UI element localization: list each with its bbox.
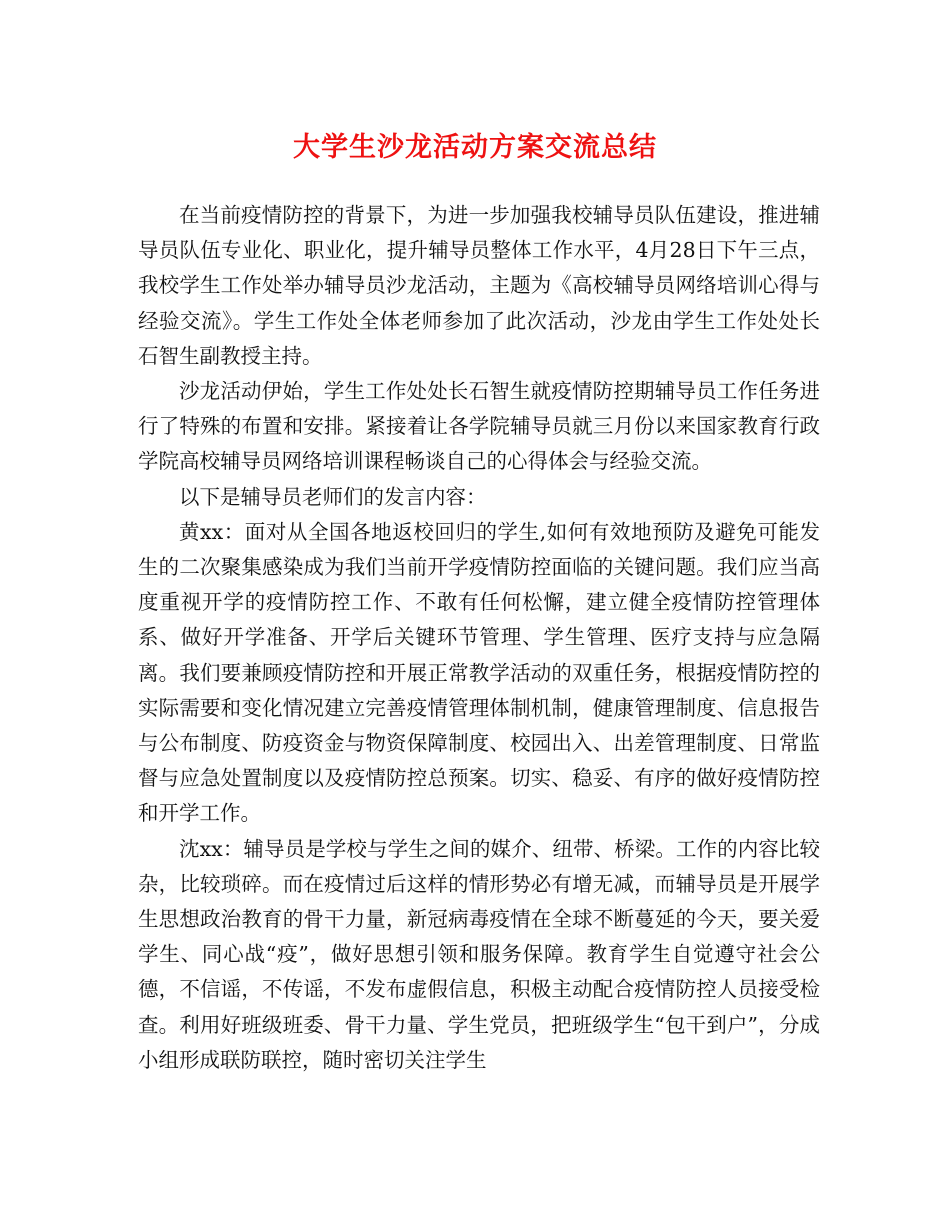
document-title: 大学生沙龙活动方案交流总结 [293, 132, 657, 163]
paragraph-speech-intro: 以下是辅导员老师们的发言内容： [179, 484, 487, 509]
paragraph-opening: 沙龙活动伊始，学生工作处处长石智生就疫情防控期辅导员工作任务进行了特殊的布置和安排。紧接着让各学院辅导员就三月份以来国家教育行政学院高校辅导员网络培训课程畅谈自己的心得体会与经验交流。 [138, 379, 820, 474]
paragraph-intro: 在当前疫情防控的背景下，为进一步加强我校辅导员队伍建设，推进辅导员队伍专业化、职业化，提升辅导员整体工作水平，4月28日下午三点，我校学生工作处举办辅导员沙龙活动，主题为《高校辅导员网络培训心得与经验交流》。学生工作处全体老师参加了此次活动，沙龙由学生工作处处长石智生副教授主持。 [138, 203, 820, 368]
paragraph-speech-huang: 黄xx：面对从全国各地返校回归的学生,如何有效地预防及避免可能发生的二次聚集感染成为我们当前开学疫情防控面临的关键问题。我们应当高度重视开学的疫情防控工作、不敢有任何松懈，建立健全疫情防控管理体系、做好开学准备、开学后关键环节管理、学生管理、医疗支持与应急隔离。我们要兼顾疫情防控和开展正常教学活动的双重任务，根据疫情防控的实际需要和变化情况建立完善疫情管理体制机制，健康管理制度、信息报告与公布制度、防疫资金与物资保障制度、校园出入、出差管理制度、日常监督与应急处置制度以及疫情防控总预案。切实、稳妥、有序的做好疫情防控和开学工作。 [138, 519, 820, 826]
paragraph-speech-shen: 沈xx：辅导员是学校与学生之间的媒介、纽带、桥梁。工作的内容比较杂，比较琐碎。而在疫情过后这样的情形势必有增无减，而辅导员是开展学生思想政治教育的骨干力量，新冠病毒疫情在全球不断蔓延的今天，要关爱学生、同心战“疫”，做好思想引领和服务保障。教育学生自觉遵守社会公德，不信谣，不传谣，不发布虚假信息，积极主动配合疫情防控人员接受检查。利用好班级班委、骨干力量、学生党员，把班级学生“包干到户”，分成小组形成联防联控，随时密切关注学生 [138, 836, 820, 1072]
document-body [138, 198, 820, 1078]
